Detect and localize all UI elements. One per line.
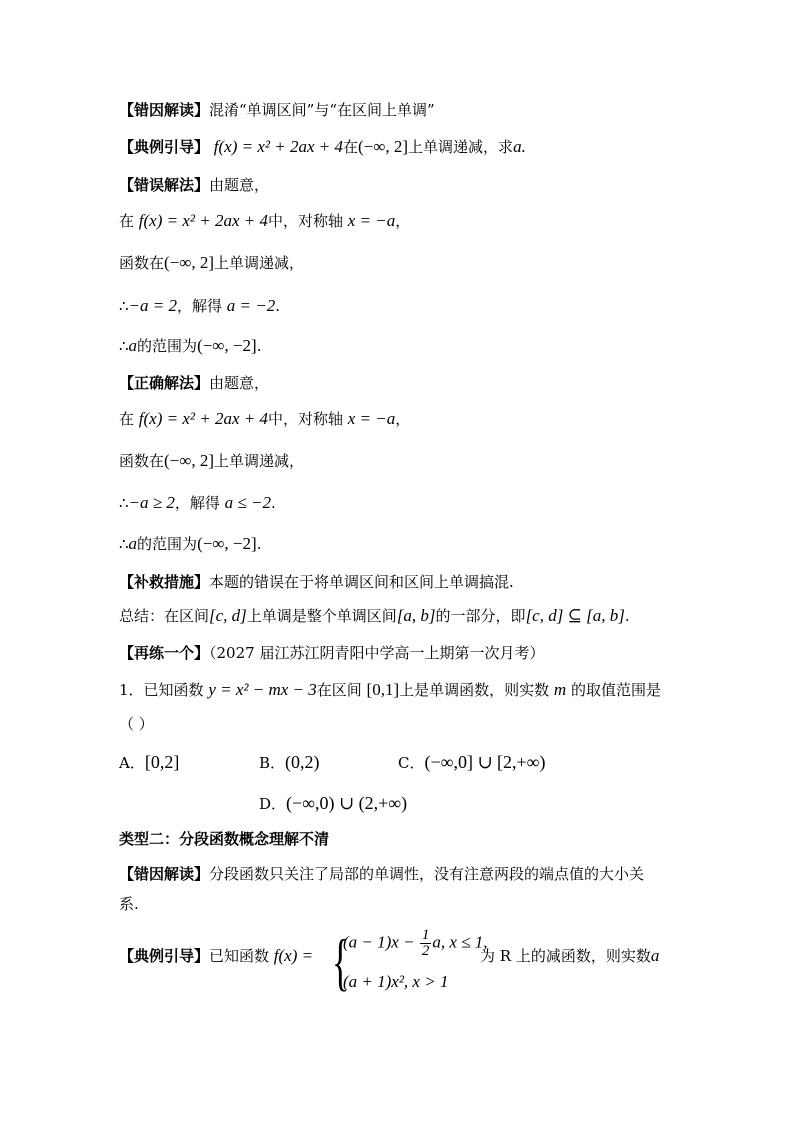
line-text: 中，对称轴 bbox=[267, 212, 348, 230]
line-text: 上是单调函数，则实数 bbox=[399, 681, 554, 699]
solution-step bbox=[119, 534, 261, 554]
option-value: [0,2] bbox=[144, 752, 180, 772]
option-a bbox=[119, 752, 179, 773]
option-key: B． bbox=[259, 754, 286, 772]
example-tail bbox=[480, 946, 659, 966]
option-value: (0,2) bbox=[285, 752, 320, 772]
line-text: 在 bbox=[119, 212, 139, 230]
line-text: 的一部分，即 bbox=[435, 607, 526, 625]
solution-step bbox=[119, 296, 280, 316]
line-text: 在 bbox=[119, 410, 139, 428]
section-label: 【补救措施】 bbox=[119, 573, 210, 591]
line-text: 的范围为 bbox=[137, 337, 198, 355]
line-text: . bbox=[270, 494, 276, 512]
line-text: . bbox=[275, 297, 281, 315]
question-line bbox=[119, 680, 661, 700]
line-text: . bbox=[256, 535, 262, 553]
math-expression: [c, d] ⊆ [a, b] bbox=[525, 606, 625, 625]
remedy-line bbox=[119, 572, 514, 592]
math-expression: f(x) = x² + 2ax + 4 bbox=[138, 409, 268, 428]
piece-one bbox=[343, 928, 487, 959]
line-text: 上单调是整个单调区间 bbox=[246, 607, 397, 625]
piece-two: (a + 1)x², x > 1 bbox=[343, 972, 449, 991]
option-key: D． bbox=[259, 795, 287, 813]
line-text: 的范围为 bbox=[137, 535, 198, 553]
line-text: ∴ bbox=[119, 535, 129, 553]
line-text: ∴ bbox=[119, 337, 129, 355]
error-reason-line bbox=[119, 864, 644, 884]
math-expression: [a, b] bbox=[396, 606, 436, 625]
line-text: . bbox=[624, 607, 630, 625]
fraction bbox=[420, 928, 432, 959]
section-label: 【典例引导】 bbox=[119, 138, 210, 156]
line-text: 为 R 上的减函数，则实数 bbox=[480, 947, 651, 965]
piece-text: a, x ≤ 1, bbox=[432, 932, 488, 952]
solution-step bbox=[119, 451, 304, 471]
line-text: ，解得 bbox=[177, 297, 227, 315]
line-text: 上单调递减， bbox=[214, 452, 305, 470]
line-text: 由题意， bbox=[209, 176, 270, 194]
solution-step bbox=[119, 409, 410, 429]
solution-step bbox=[119, 253, 304, 273]
option-key: A． bbox=[119, 754, 145, 772]
line-text: （ ） bbox=[119, 715, 154, 733]
solution-step bbox=[119, 336, 261, 356]
line-text: ，解得 bbox=[174, 494, 225, 512]
section-label: 【典例引导】 bbox=[119, 947, 210, 965]
line-text: 1．已知函数 bbox=[119, 681, 209, 699]
math-expression: (−∞, −2] bbox=[197, 534, 257, 553]
line-text: 函数在 bbox=[119, 452, 165, 470]
math-expression: f(x) = x² + 2ax + 4 bbox=[213, 137, 343, 156]
option-value: (−∞,0) ∪ (2,+∞) bbox=[286, 793, 408, 813]
math-expression: −a = 2 bbox=[128, 296, 177, 315]
math-expression: [0,1] bbox=[366, 680, 400, 699]
section-heading: 类型二：分段函数概念理解不清 bbox=[119, 830, 330, 848]
error-reason-line bbox=[119, 100, 435, 120]
line-text: 上单调递减，求 bbox=[408, 138, 514, 156]
line-text: 的取值范围是 bbox=[566, 681, 661, 699]
line-text: 在 bbox=[343, 138, 359, 156]
piece-text: (a − 1)x − bbox=[343, 932, 419, 952]
option-d bbox=[259, 793, 407, 814]
line-text: （2027 届江苏江阴青阳中学高一上期第一次月考） bbox=[209, 644, 545, 662]
math-expression: f(x) = bbox=[273, 946, 314, 965]
line-text: ∴ bbox=[119, 297, 129, 315]
section-label: 【再练一个】 bbox=[119, 644, 210, 662]
math-expression: a bbox=[650, 946, 660, 965]
math-expression: −a ≥ 2 bbox=[128, 493, 175, 512]
math-expression: y = x² − mx − 3 bbox=[208, 680, 317, 699]
line-text: 中，对称轴 bbox=[267, 410, 348, 428]
option-c bbox=[398, 752, 546, 773]
example-line bbox=[119, 137, 526, 157]
fraction-numerator: 1 bbox=[421, 927, 430, 943]
math-expression: x = −a bbox=[347, 211, 396, 230]
answer-blank bbox=[119, 714, 154, 734]
line-text: 已知函数 bbox=[209, 947, 274, 965]
correct-solution-line bbox=[119, 373, 269, 393]
math-expression: x = −a bbox=[347, 409, 396, 428]
line-text: 在区间 bbox=[316, 681, 367, 699]
error-reason-continuation: 系. bbox=[119, 895, 139, 913]
piecewise-brace: { bbox=[332, 926, 349, 997]
option-b bbox=[259, 752, 320, 773]
section-label: 【错误解法】 bbox=[119, 176, 210, 194]
math-expression: a ≤ −2 bbox=[224, 493, 271, 512]
math-expression: (−∞, 2] bbox=[164, 451, 215, 470]
math-expression: a bbox=[128, 534, 138, 553]
option-key: C． bbox=[398, 754, 425, 772]
line-text: 混淆“单调区间”与“在区间上单调” bbox=[209, 101, 435, 119]
fraction-denominator: 2 bbox=[421, 943, 430, 959]
example-line bbox=[119, 946, 313, 966]
math-expression: (−∞, 2] bbox=[164, 253, 215, 272]
practice-line bbox=[119, 643, 544, 663]
solution-step bbox=[119, 493, 276, 513]
option-value: (−∞,0] ∪ [2,+∞) bbox=[424, 752, 546, 772]
line-text: ， bbox=[395, 212, 411, 230]
math-expression: a bbox=[128, 336, 138, 355]
section-label: 【错因解读】 bbox=[119, 101, 210, 119]
math-expression: [c, d] bbox=[209, 606, 247, 625]
wrong-solution-line bbox=[119, 175, 269, 195]
line-text: 本题的错误在于将单调区间和区间上单调搞混. bbox=[209, 573, 514, 591]
line-text: ， bbox=[395, 410, 411, 428]
math-expression: (−∞, −2] bbox=[197, 336, 257, 355]
section-label: 【正确解法】 bbox=[119, 374, 210, 392]
line-text: 函数在 bbox=[119, 254, 165, 272]
math-expression: a. bbox=[513, 137, 526, 156]
line-text: 由题意， bbox=[209, 374, 270, 392]
section-label: 【错因解读】 bbox=[119, 865, 210, 883]
math-expression: (−∞, 2] bbox=[358, 137, 409, 156]
line-text: 上单调递减， bbox=[214, 254, 305, 272]
math-expression: m bbox=[553, 680, 567, 699]
line-text: 分段函数只关注了局部的单调性，没有注意两段的端点值的大小关 bbox=[209, 865, 645, 883]
math-expression: a = −2 bbox=[226, 296, 276, 315]
summary-line bbox=[119, 606, 630, 626]
line-text: . bbox=[256, 337, 262, 355]
line-text: ∴ bbox=[119, 494, 129, 512]
solution-step bbox=[119, 211, 410, 231]
math-expression: f(x) = x² + 2ax + 4 bbox=[138, 211, 268, 230]
line-text: 总结：在区间 bbox=[119, 607, 210, 625]
